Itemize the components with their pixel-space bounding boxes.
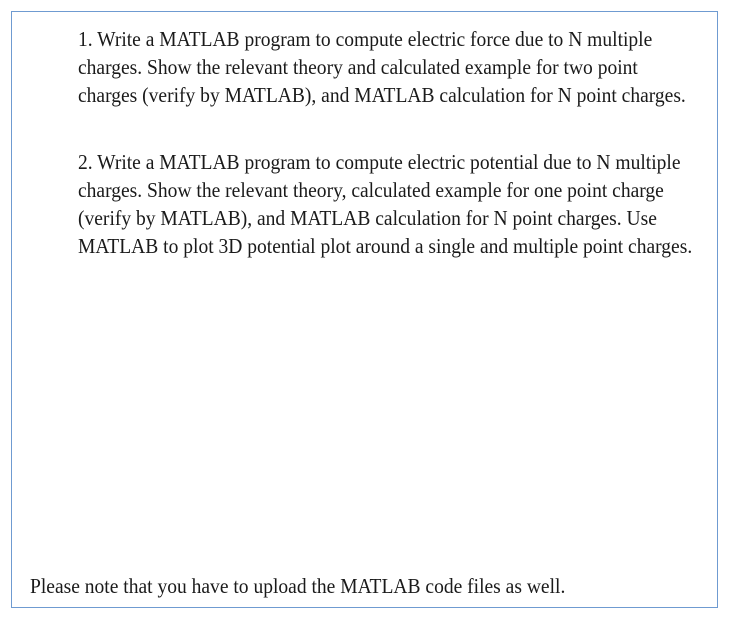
question-1-line-2: charges. Show the relevant theory and calculated example for two point <box>78 55 638 79</box>
question-1 <box>78 25 686 109</box>
question-2-line-3: (verify by MATLAB), and MATLAB calculation for N point charges. Use <box>78 206 657 230</box>
question-2 <box>78 148 693 260</box>
question-1-line-3: charges (verify by MATLAB), and MATLAB calculation for N point charges. <box>78 83 686 107</box>
question-2-line-1: 2. Write a MATLAB program to compute electric potential due to N multiple <box>78 150 681 174</box>
question-1-line-1: 1. Write a MATLAB program to compute electric force due to N multiple <box>78 27 653 51</box>
question-2-line-4: MATLAB to plot 3D potential plot around a single and multiple point charges. <box>78 234 693 258</box>
assignment-frame <box>11 11 718 608</box>
upload-note: Please note that you have to upload the MATLAB code files as well. <box>30 574 566 598</box>
question-2-line-2: charges. Show the relevant theory, calculated example for one point charge <box>78 178 664 202</box>
